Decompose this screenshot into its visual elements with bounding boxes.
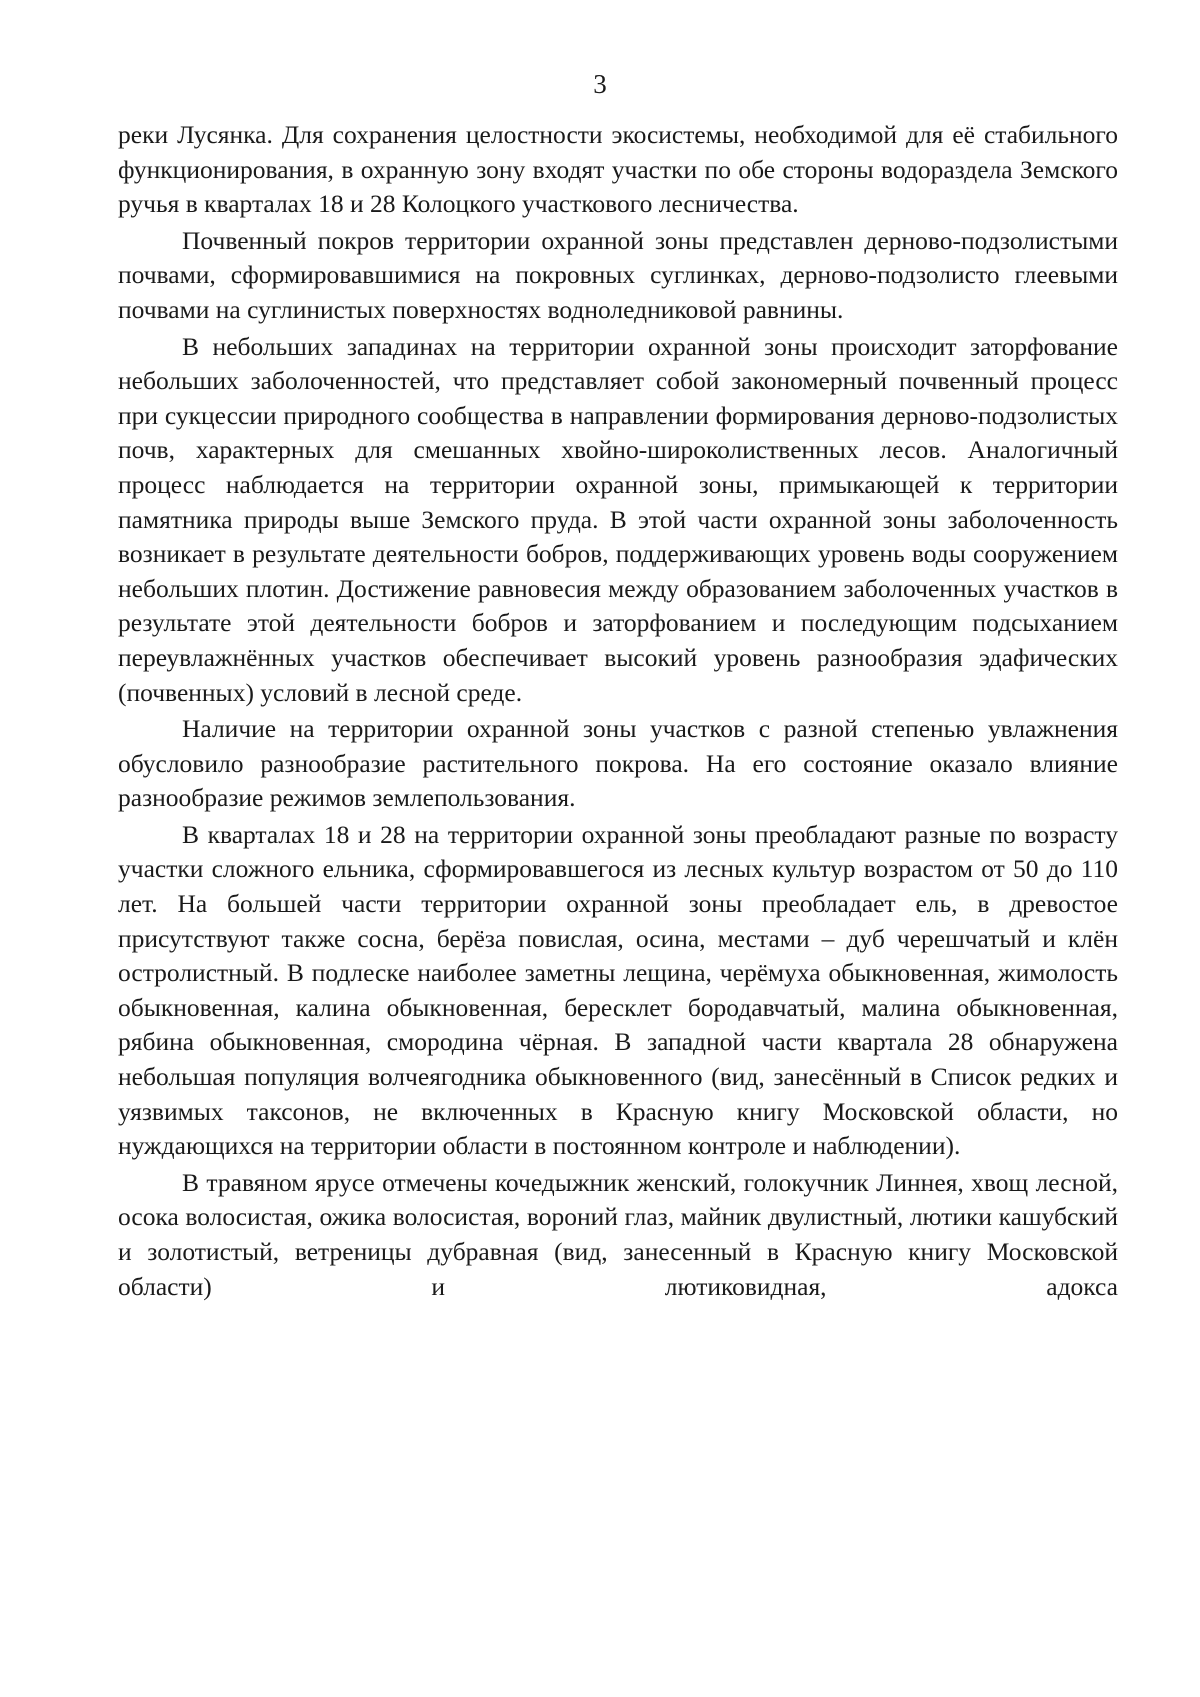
paragraph-4: Наличие на территории охранной зоны участков с разной степенью увлажнения обусловило разнообразие растительного покрова. На его состояние оказало влияние разнообразие режимов землепользования. [118,714,1118,813]
paragraph-2: Почвенный покров территории охранной зоны представлен дерново-подзолистыми почвами, сформировавшимися на покровных суглинках, дерново-подзолисто глеевыми почвами на суглинистых поверхностях водноледниковой равнины. [118,225,1118,324]
document-body [118,118,1118,1306]
paragraph-1: реки Лусянка. Для сохранения целостности экосистемы, необходимой для её стабильного функционирования, в охранную зону входят участки по обе стороны водораздела Земского ручья в кварталах 18 и 28 Колоцкого участкового лесничества. [118,120,1118,219]
page-number: 3 [593,69,607,99]
paragraph-6: В травяном ярусе отмечены кочедыжник женский, голокучник Линнея, хвощ лесной, осока волосистая, ожика волосистая, вороний глаз, майник двулистный, лютики кашубский и золотистый, ветреницы дубравная (вид, занесенный в Красную книгу Московской области) и лютиковидная, адокса [118,1167,1118,1301]
paragraph-3: В небольших западинах на территории охранной зоны происходит заторфование небольших заболоченностей, что представляет собой закономерный почвенный процесс при сукцессии природного сообщества в направлении формирования дерново-подзолистых почв, характерных для смешанных хвойно-широколиственных лесов. Аналогичный процесс наблюдается на территории охранной зоны, примыкающей к территории памятника природы выше Земского пруда. В этой части охранной зоны заболоченность возникает в результате деятельности бобров, поддерживающих уровень воды сооружением небольших плотин. Достижение равновесия между образованием заболоченных участков в результате этой деятельности бобров и заторфованием и последующим подсыханием переувлажнённых участков обеспечивает высокий уровень разнообразия эдафических (почвенных) условий в лесной среде. [118,331,1118,707]
paragraph-5: В кварталах 18 и 28 на территории охранной зоны преобладают разные по возрасту участки сложного ельника, сформировавшегося из лесных культур возрастом от 50 до 110 лет. На большей части территории охранной зоны преобладает ель, в древостое присутствуют также сосна, берёза повислая, осина, местами – дуб черешчатый и клён остролистный. В подлеске наиболее заметны лещина, черёмуха обыкновенная, жимолость обыкновенная, калина обыкновенная, бересклет бородавчатый, малина обыкновенная, рябина обыкновенная, смородина чёрная. В западной части квартала 28 обнаружена небольшая популяция волчеягодника обыкновенного (вид, занесённый в Список редких и уязвимых таксонов, не включенных в Красную книгу Московской области, но нуждающихся на территории области в постоянном контроле и наблюдении). [118,819,1118,1161]
